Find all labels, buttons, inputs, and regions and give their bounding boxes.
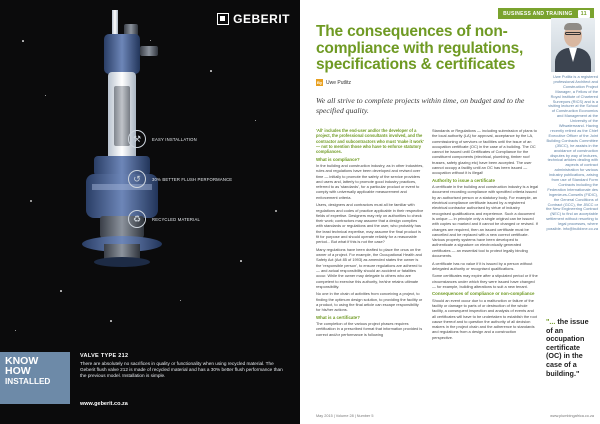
paragraph: Users, designers and contractors must all be familiar with regulations and codes of practice applicable in their respective fields of expertise. Designers may rely on authorities to check their work; contractors may assume that a design complies with standards or regulations and the user, who probably has the least technical expertise, may assume the final product is fit for purpose and should operate reliably for a reasonable period... But what if this is not the case? (316, 202, 424, 245)
pull-quote (546, 318, 596, 378)
product-description: There are absolutely no sacrifices in quality or functionality when using recycled material. The Geberit flush valve 212 is made of recycled material and has a 30% better flush performance than the previous model. Installation is simple. (80, 361, 283, 378)
footer-issue: May 2015 | Volume 28 | Number 5 (316, 414, 374, 418)
product-title: VALVE TYPE 212 (80, 353, 129, 359)
feature-item: ♻ RECYCLED MATERIAL (128, 210, 288, 228)
page-footer (316, 414, 594, 418)
subheading: Consequences of compliance or non-compliance (432, 291, 535, 297)
feature-item: ↺ 30% BETTER FLUSH PERFORMANCE (128, 170, 288, 188)
section-name: BUSINESS AND TRAINING (503, 10, 573, 17)
article-deck: We all strive to complete projects within time, on budget and to the specified quality. (316, 96, 525, 115)
wrench-icon: ⚒ (128, 130, 146, 148)
paragraph: Many regulations have been drafted to place the onus on the owner of a project. For example, the Occupational Health and Safety Act (Act 85 of 1993) as amended states the owner is the 'responsible person', to ensure regulations are adhered to — and actual responsibility should an accident or fatalities occur. While the owner may delegate to others who are competent to exercise this authority, he/she retains ultimate responsibility. (316, 246, 422, 289)
article-column-2 (432, 128, 538, 342)
product-copy (80, 353, 285, 379)
author-photo (551, 18, 595, 72)
paragraph: Standards or Regulations — including submission of plans to the local authority (LA) for approval, acceptance by the LA, commissioning of services or facilities until the issue of an occupation certificate (OC) in the case of a building. The OC cannot be issued until Certificates of Compliance for the constituent components (electrical, plumbing, timber roof trusses, safety glazing etc) have been accepted. The user cannot occupy a facility until an OC has been issued — occupation without it is illegal! (432, 128, 537, 176)
footer-website: www.plumbingafrica.co.za (550, 414, 594, 418)
paragraph: In the building and construction industry, as in other industries, rules and regulations have been developed and revised over time — initially to promote the safety of the service providers and users and, latterly to promote good industry practices, referred to as 'standards', for a particular product or event to comply with universally applicable measurement and enforcement criteria. (316, 162, 424, 200)
flush-icon: ↺ (128, 170, 146, 188)
author-byline (316, 79, 351, 86)
geberit-logo (217, 12, 290, 26)
recycle-icon: ♻ (128, 210, 146, 228)
geberit-logo-icon (217, 13, 229, 25)
paragraph: Should an event occur due to a malfunction or failure of the facility or damage to parts of or destruction of the whole facility, a consequent inspection and analysis of events and all certificates will have to be undertaken to establish the root cause thereof and to question the authority of all decision makers in the project chain and the adherence to standards and regulations from a design and a construction perspective. (432, 297, 537, 340)
subheading: What is compliance? (316, 156, 360, 162)
article-column-1 (316, 128, 424, 339)
lead-paragraph: 'All' includes the end-user and/or the developer of a project, the professional consultants involved, and the contractor and subcontractors who must 'make it work' — not to mention those who have to enforce statutory compliances. (316, 128, 424, 155)
author-sidebar (546, 18, 598, 232)
brand-name: GEBERIT (233, 12, 290, 26)
know-how-badge: KNOW HOW INSTALLED (0, 352, 70, 404)
subheading: What is a certificate? (316, 314, 360, 320)
paragraph: The completion of the various project phases requires certification in a prescribed format that information provided is correct and/or performance is following (316, 321, 423, 337)
subheading: Authority to issue a certificate (432, 177, 495, 183)
author-bio: Uwe Putlitz is a registered professional Architect and Construction Project Manager, a Fellow of the Royal Institute of Chartered Surveyors (RICS) and is a visiting lecturer at the School of Construction Economics and Management at the University of the Witwatersrand. Having recently retired as the Chief Executive Officer of the Joint Building Contracts Committee (JBCC), he assists in the avoidance of construction disputes by way of lectures, technical articles dealing with aspects of contract administration for various industry publications, arising from use of Standard Form Contracts including the Federation Internationale des Ingenieurs-Conseils (FIDIC), the General Conditions of Contract (GCC), the JBCC or the New Engineering Contract (NEC) to find an acceptable settlement without resorting to legal processes, where possible. info@buildxne.co.za (546, 74, 598, 232)
pull-quote-text: the issue of an occupation certificate (OC) in the case of a building." (546, 317, 589, 378)
author-name: Uwe Putlitz (326, 79, 352, 86)
feature-item: ⚒ EASY INSTALLATION (128, 130, 288, 148)
paragraph: No one in the chain of activities from conceiving a project, to finding the optimum design solution, to providing the facility or a product, to using the final article can escape responsibility for his/her actions. (316, 291, 423, 313)
pull-quote-open: "... (546, 317, 556, 326)
page-number: 11 (578, 10, 590, 18)
paragraph: Some certificates may expire after a stipulated period or if the circumstances under which they were issued have changed — for example, building alterations to suit a new tenant. (432, 273, 538, 289)
author-badge: By (316, 80, 323, 85)
paragraph: A certificate in the building and construction industry is a legal document recording compliance with specified criteria issued by an authorised person or a statutory body. For example, an electrical compliance certificate issued by a registered electrical contractor authorised by virtue of industry recognised qualifications and experience. Such a document is unique — in principle only a single original can be issued with copies so marked and it cannot be changed or revised. If changes are required, then an issued certificate must be cancelled and be replaced with a new correct certificate. Various property systems have been developed to authenticate a signature on electronically generated certificates — an essential tool to protect legally binding documents. (432, 184, 538, 259)
article-page (300, 0, 600, 424)
article-headline: The consequences of non-compliance with regulations, specifications & certificates (316, 23, 524, 73)
feature-list (128, 130, 288, 250)
ad-website: www.geberit.co.za (80, 401, 128, 407)
paragraph: A certificate has no value if it is issued by a person without delegated authority or recognised qualifications. (432, 260, 533, 271)
